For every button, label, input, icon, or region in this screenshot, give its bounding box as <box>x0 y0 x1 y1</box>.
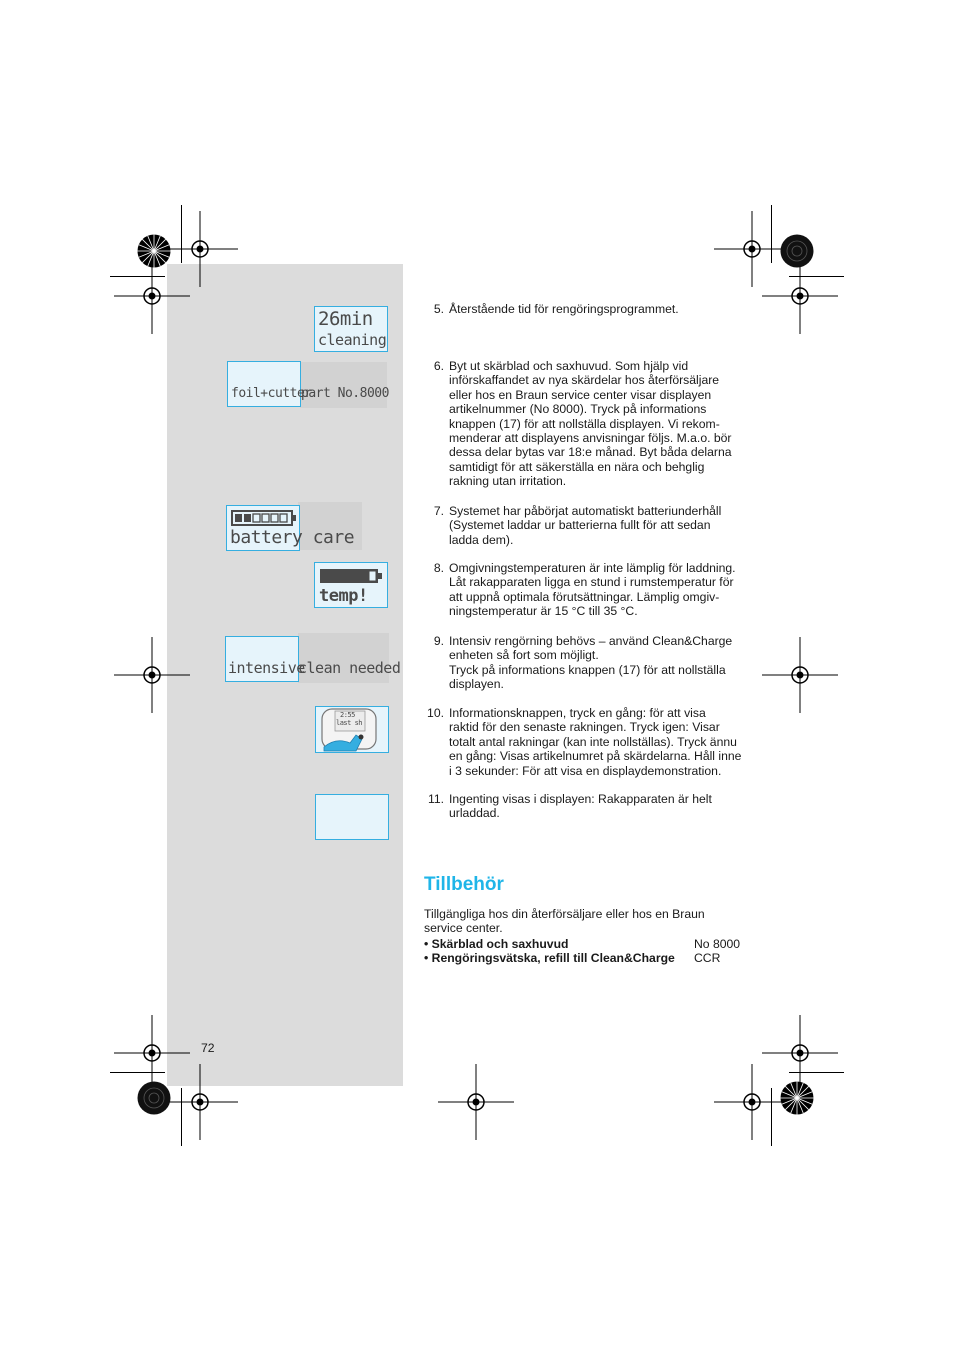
display-temp-label: temp! <box>319 586 368 606</box>
list-item-number: 6. <box>433 359 444 373</box>
list-item-number: 10. <box>427 706 444 720</box>
list-item-number: 8. <box>433 561 444 575</box>
list-item-text: Återstående tid för rengöringsprogrammet. <box>449 302 679 316</box>
battery-full-icon <box>319 567 385 585</box>
display-foil-label: foil+cutter <box>231 386 312 401</box>
registration-mark-icon <box>438 1064 514 1140</box>
list-item-text: Byt ut skärblad och saxhuvud. Som hjälp vid införskaffandet av nya skärdelar hos återförsäljare eller hos en Braun service center visar displayen artikelnummer (No 8000). Tryck på informations knappen (17) för att nollställa displayen. Vi rekom- menderar att displayens anvisningar följs. M.a.o. bör dessa delar bytas var 18:e månad. Byt båda delarna samtidigt för att säkerställa en nära och behglig rakning utan irritation. <box>449 359 732 489</box>
registration-mark-icon <box>762 258 838 334</box>
starburst-mark-icon <box>137 234 171 268</box>
display-battery-label: battery care <box>230 527 355 548</box>
display-cleaning <box>314 306 388 352</box>
starburst-mark-icon <box>137 1081 171 1115</box>
display-foil-extension <box>300 362 387 408</box>
registration-mark-icon <box>114 258 190 334</box>
display-cleaning-label: cleaning <box>318 331 387 349</box>
list-item-text: Systemet har påbörjat automatiskt batteriunderhåll (Systemet laddar ur batterierna fullt för att sedan ladda dem). <box>449 504 722 547</box>
accessory-name: • Rengöringsvätska, refill till Clean&Charge <box>424 951 675 965</box>
registration-mark-icon <box>114 637 190 713</box>
battery-level-icon <box>231 509 297 527</box>
list-item-text: Omgivningstemperaturen är inte lämplig för laddning. Låt rakapparaten ligga en stund i rumstemperatur för att uppnå optimala förutsättningar. Lämplig omgiv- ningstemperatur är 15 °C till 35 °C. <box>449 561 736 619</box>
shaver-illustration <box>315 706 389 753</box>
registration-mark-icon <box>714 1064 790 1140</box>
starburst-mark-icon <box>780 1081 814 1115</box>
shaver-readout-time: 2:55 <box>340 711 355 719</box>
page-number: 72 <box>201 1041 215 1055</box>
display-cleaning-time: 26min <box>318 308 373 330</box>
display-clean-needed-label: clean needed <box>298 659 401 677</box>
list-item-number: 11. <box>427 792 444 806</box>
list-item-text: Informationsknappen, tryck en gång: för att visa raktid för den senaste rakningen. Tryck igen: Visar totalt antal rakningar (kan inte nollställas). Tryck ännu en gång: Visas artikelnumret på skärdelarna. Håll inne i 3 sekunder: För att visa en displaydemonstration. <box>449 706 742 778</box>
accessory-code: No 8000 <box>694 937 741 951</box>
display-empty <box>315 794 389 840</box>
list-item-number: 5. <box>433 302 444 316</box>
list-item-text: Intensiv rengörning behövs – använd Clean&Charge enheten så fort som möjligt. Tryck på informations knappen (17) för att nollställa displayen. <box>449 634 733 692</box>
display-temp <box>314 562 388 608</box>
accessories-intro: Tillgängliga hos din återförsäljare eller hos en Braun service center. <box>424 907 705 936</box>
accessory-code: CCR <box>694 951 721 965</box>
registration-mark-icon <box>762 637 838 713</box>
registration-mark-icon <box>162 1064 238 1140</box>
list-item-text: Ingenting visas i displayen: Rakapparaten är helt urladdad. <box>449 792 712 821</box>
display-intensive-label: intensive <box>228 659 305 677</box>
list-item-number: 7. <box>433 504 444 518</box>
accessories-heading: Tillbehör <box>424 874 504 895</box>
shaver-readout-label: last sh <box>336 719 363 727</box>
display-part-number: part No.8000 <box>301 386 389 401</box>
accessory-name: • Skärblad och saxhuvud <box>424 937 569 951</box>
list-item-number: 9. <box>433 634 444 648</box>
starburst-mark-icon <box>780 234 814 268</box>
